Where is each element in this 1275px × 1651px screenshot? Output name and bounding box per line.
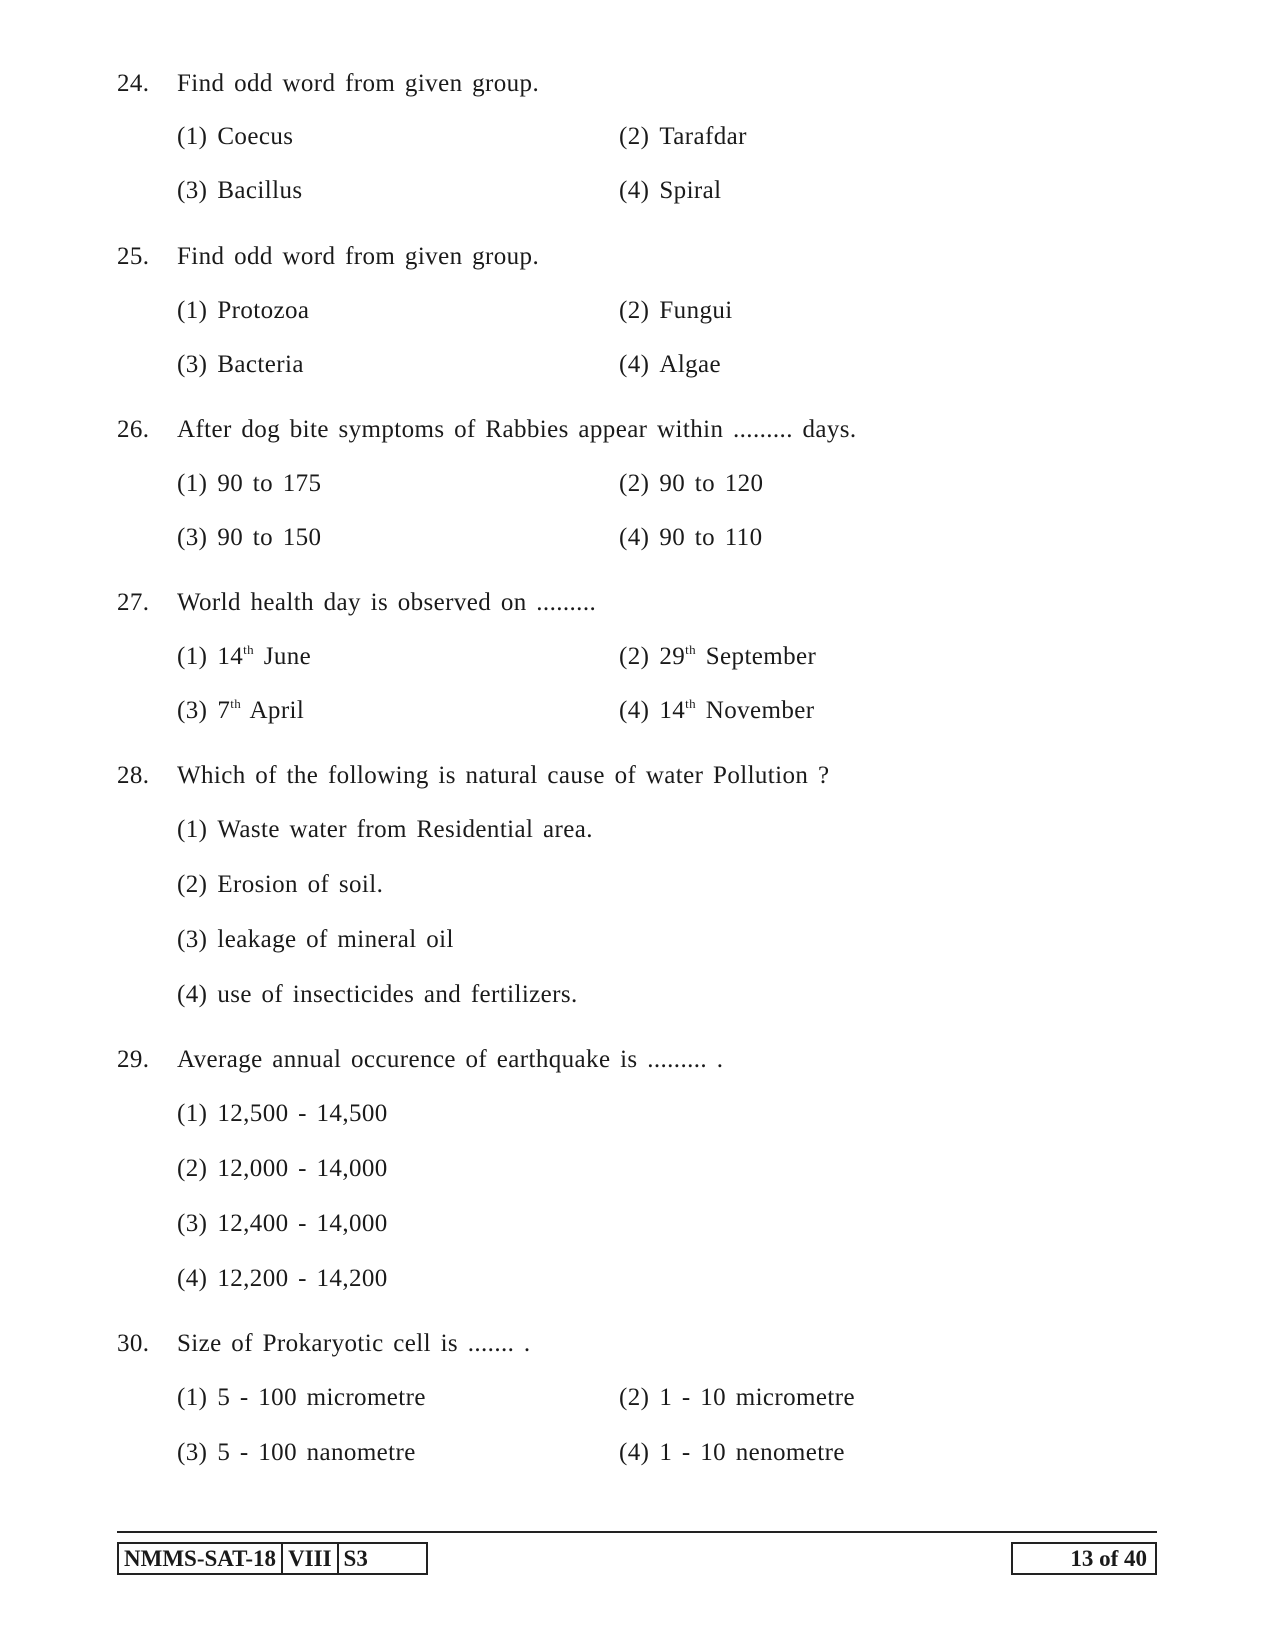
question-number: 26.: [117, 416, 150, 443]
option-28-1: (1) Waste water from Residential area.: [177, 816, 593, 843]
option-26-1: (1) 90 to 175: [177, 470, 322, 497]
question-number: 28.: [117, 762, 150, 789]
option-30-1: (1) 5 - 100 micrometre: [177, 1384, 426, 1411]
footer-divider: [117, 1531, 1157, 1533]
question-number: 29.: [117, 1046, 150, 1073]
option-25-2: (2) Fungui: [619, 297, 733, 324]
option-24-1: (1) Coecus: [177, 123, 294, 150]
option-30-4: (4) 1 - 10 nenometre: [619, 1439, 845, 1466]
option-25-3: (3) Bacteria: [177, 351, 304, 378]
question-text: After dog bite symptoms of Rabbies appear within ......... days.: [177, 416, 857, 443]
option-28-4: (4) use of insecticides and fertilizers.: [177, 981, 578, 1008]
option-27-2: (2) 29th September: [619, 642, 817, 670]
option-26-4: (4) 90 to 110: [619, 524, 763, 551]
option-27-1: (1) 14th June: [177, 642, 312, 670]
question-text: Size of Prokaryotic cell is ....... .: [177, 1330, 531, 1357]
question-number: 27.: [117, 589, 150, 616]
question-text: Which of the following is natural cause of water Pollution ?: [177, 762, 830, 789]
option-24-2: (2) Tarafdar: [619, 123, 747, 150]
question-text: Find odd word from given group.: [177, 243, 540, 270]
option-28-3: (3) leakage of mineral oil: [177, 926, 454, 953]
question-number: 24.: [117, 70, 150, 97]
option-26-3: (3) 90 to 150: [177, 524, 322, 551]
option-25-1: (1) Protozoa: [177, 297, 310, 324]
question-text: Find odd word from given group.: [177, 70, 540, 97]
question-number: 30.: [117, 1330, 150, 1357]
set-label: S3: [343, 1546, 368, 1571]
class-label: VIII: [283, 1544, 338, 1573]
option-25-4: (4) Algae: [619, 351, 722, 378]
paper-code: NMMS-SAT-18: [119, 1544, 283, 1573]
option-24-4: (4) Spiral: [619, 177, 722, 204]
option-24-3: (3) Bacillus: [177, 177, 303, 204]
question-text: Average annual occurence of earthquake is ......... .: [177, 1046, 724, 1073]
option-29-2: (2) 12,000 - 14,000: [177, 1155, 388, 1182]
option-27-3: (3) 7th April: [177, 696, 305, 724]
page-number: 13 of 40: [1011, 1542, 1157, 1575]
option-29-1: (1) 12,500 - 14,500: [177, 1100, 388, 1127]
option-29-3: (3) 12,400 - 14,000: [177, 1210, 388, 1237]
option-29-4: (4) 12,200 - 14,200: [177, 1265, 388, 1292]
option-28-2: (2) Erosion of soil.: [177, 871, 384, 898]
option-27-4: (4) 14th November: [619, 696, 815, 724]
option-30-2: (2) 1 - 10 micrometre: [619, 1384, 855, 1411]
footer-code-box: [117, 1542, 428, 1575]
option-30-3: (3) 5 - 100 nanometre: [177, 1439, 416, 1466]
question-text: World health day is observed on .........: [177, 589, 597, 616]
question-number: 25.: [117, 243, 150, 270]
option-26-2: (2) 90 to 120: [619, 470, 764, 497]
